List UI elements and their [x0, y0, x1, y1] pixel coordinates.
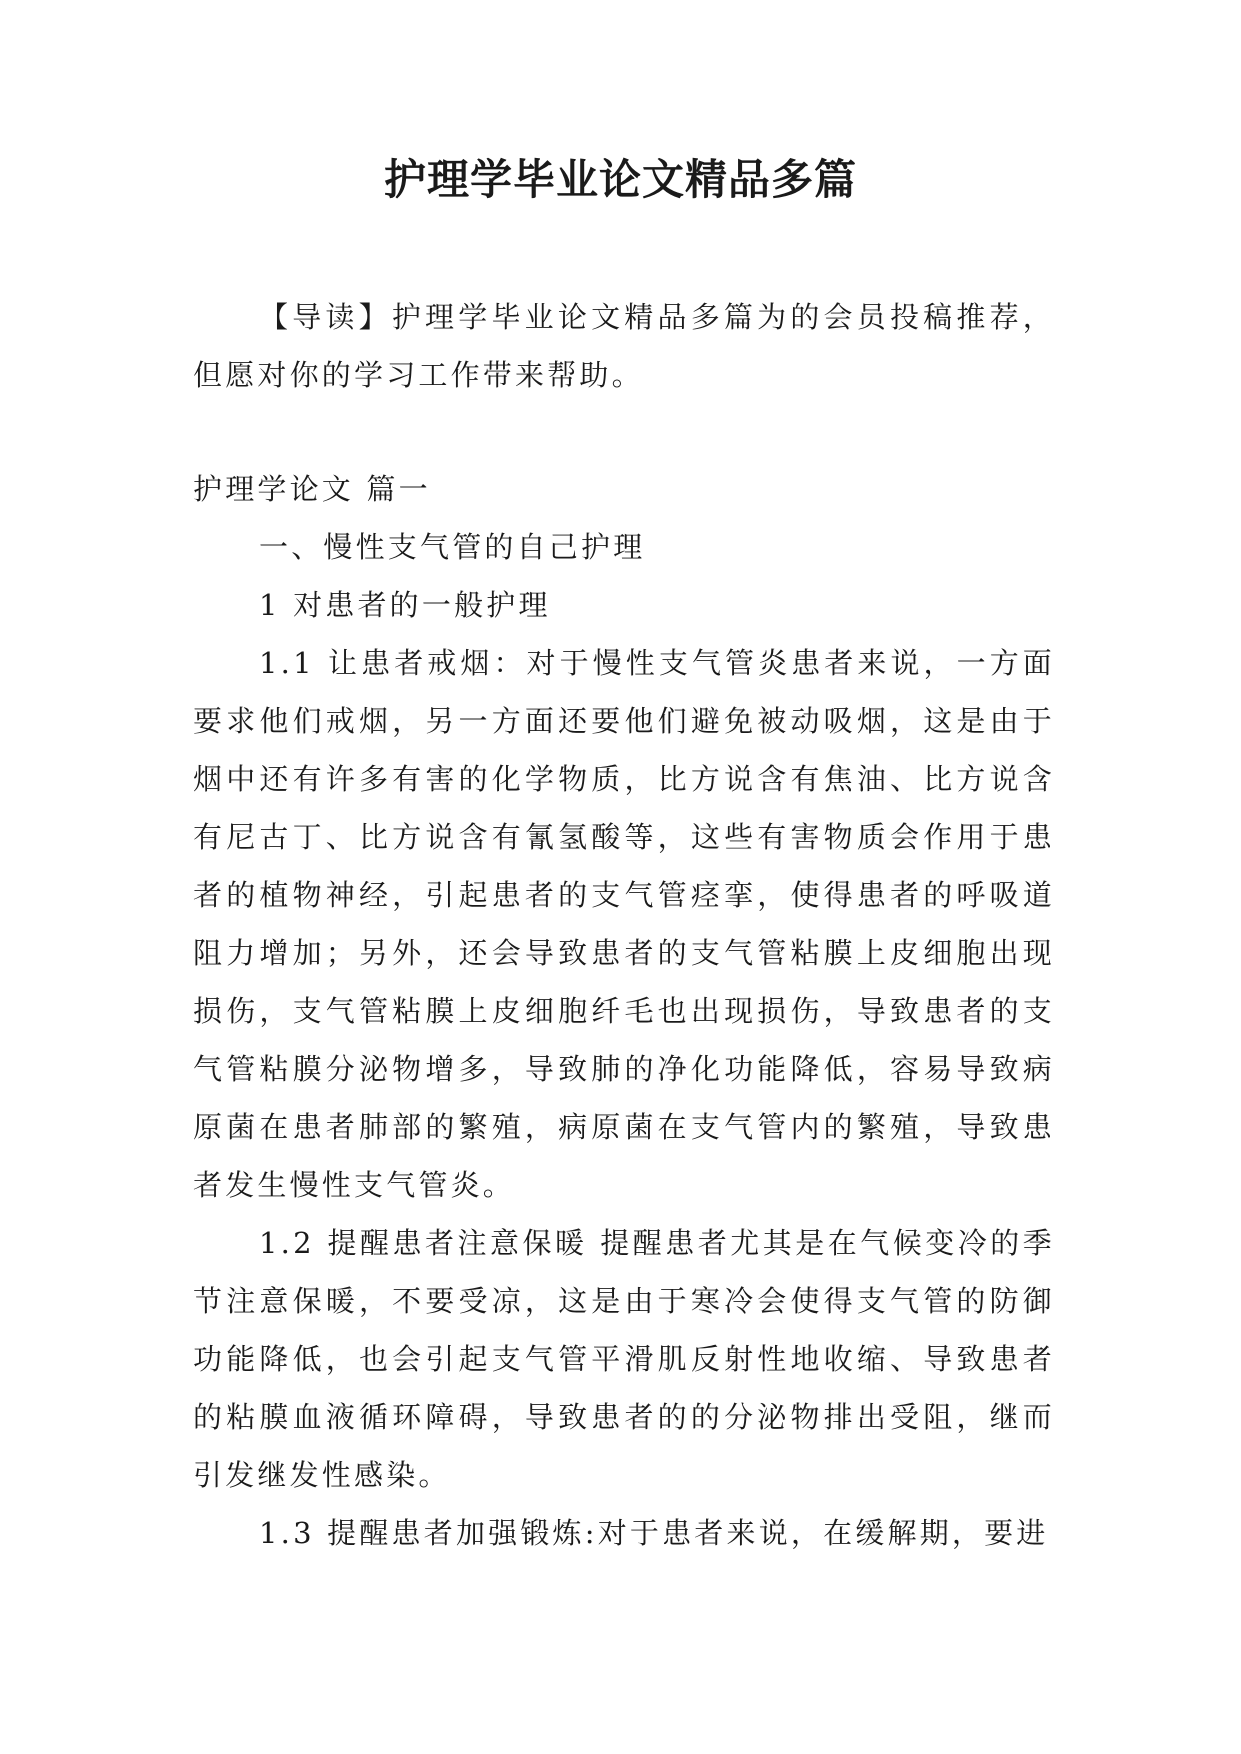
body-paragraph: 1.3 提醒患者加强锻炼:对于患者来说，在缓解期，要进: [259, 1516, 1049, 1550]
section-heading: 护理学论文 篇一: [193, 472, 431, 506]
body-paragraph: 1.2 提醒患者注意保暖 提醒患者尤其是在气候变冷的季节注意保暖，不要受凉，这是由于寒冷会使得支气管的防御功能降低，也会引起支气管平滑肌反射性地收缩、导致患者的粘膜血液循环障碍，导致患者的的分泌物排出受阻，继而引发继发性感染。: [193, 1226, 1055, 1492]
intro-paragraph: 【导读】护理学毕业论文精品多篇为的会员投稿推荐，但愿对你的学习工作带来帮助。: [193, 300, 1055, 392]
body-paragraph: 1.1 让患者戒烟：对于慢性支气管炎患者来说，一方面要求他们戒烟，另一方面还要他们避免被动吸烟，这是由于烟中还有许多有害的化学物质，比方说含有焦油、比方说含有尼古丁、比方说含有氰氢酸等，这些有害物质会作用于患者的植物神经，引起患者的支气管痉挛，使得患者的呼吸道阻力增加；另外，还会导致患者的支气管粘膜上皮细胞出现损伤，支气管粘膜上皮细胞纤毛也出现损伤，导致患者的支气管粘膜分泌物增多，导致肺的净化功能降低，容易导致病原菌在患者肺部的繁殖，病原菌在支气管内的繁殖，导致患者发生慢性支气管炎。: [193, 646, 1055, 1202]
document-title: 护理学毕业论文精品多篇: [383, 155, 857, 204]
subsection-heading: 一、慢性支气管的自己护理: [259, 530, 646, 564]
subsection-heading: 1 对患者的一般护理: [259, 588, 551, 622]
main-text-block: [193, 460, 1055, 1562]
intro-block: [193, 288, 1055, 404]
